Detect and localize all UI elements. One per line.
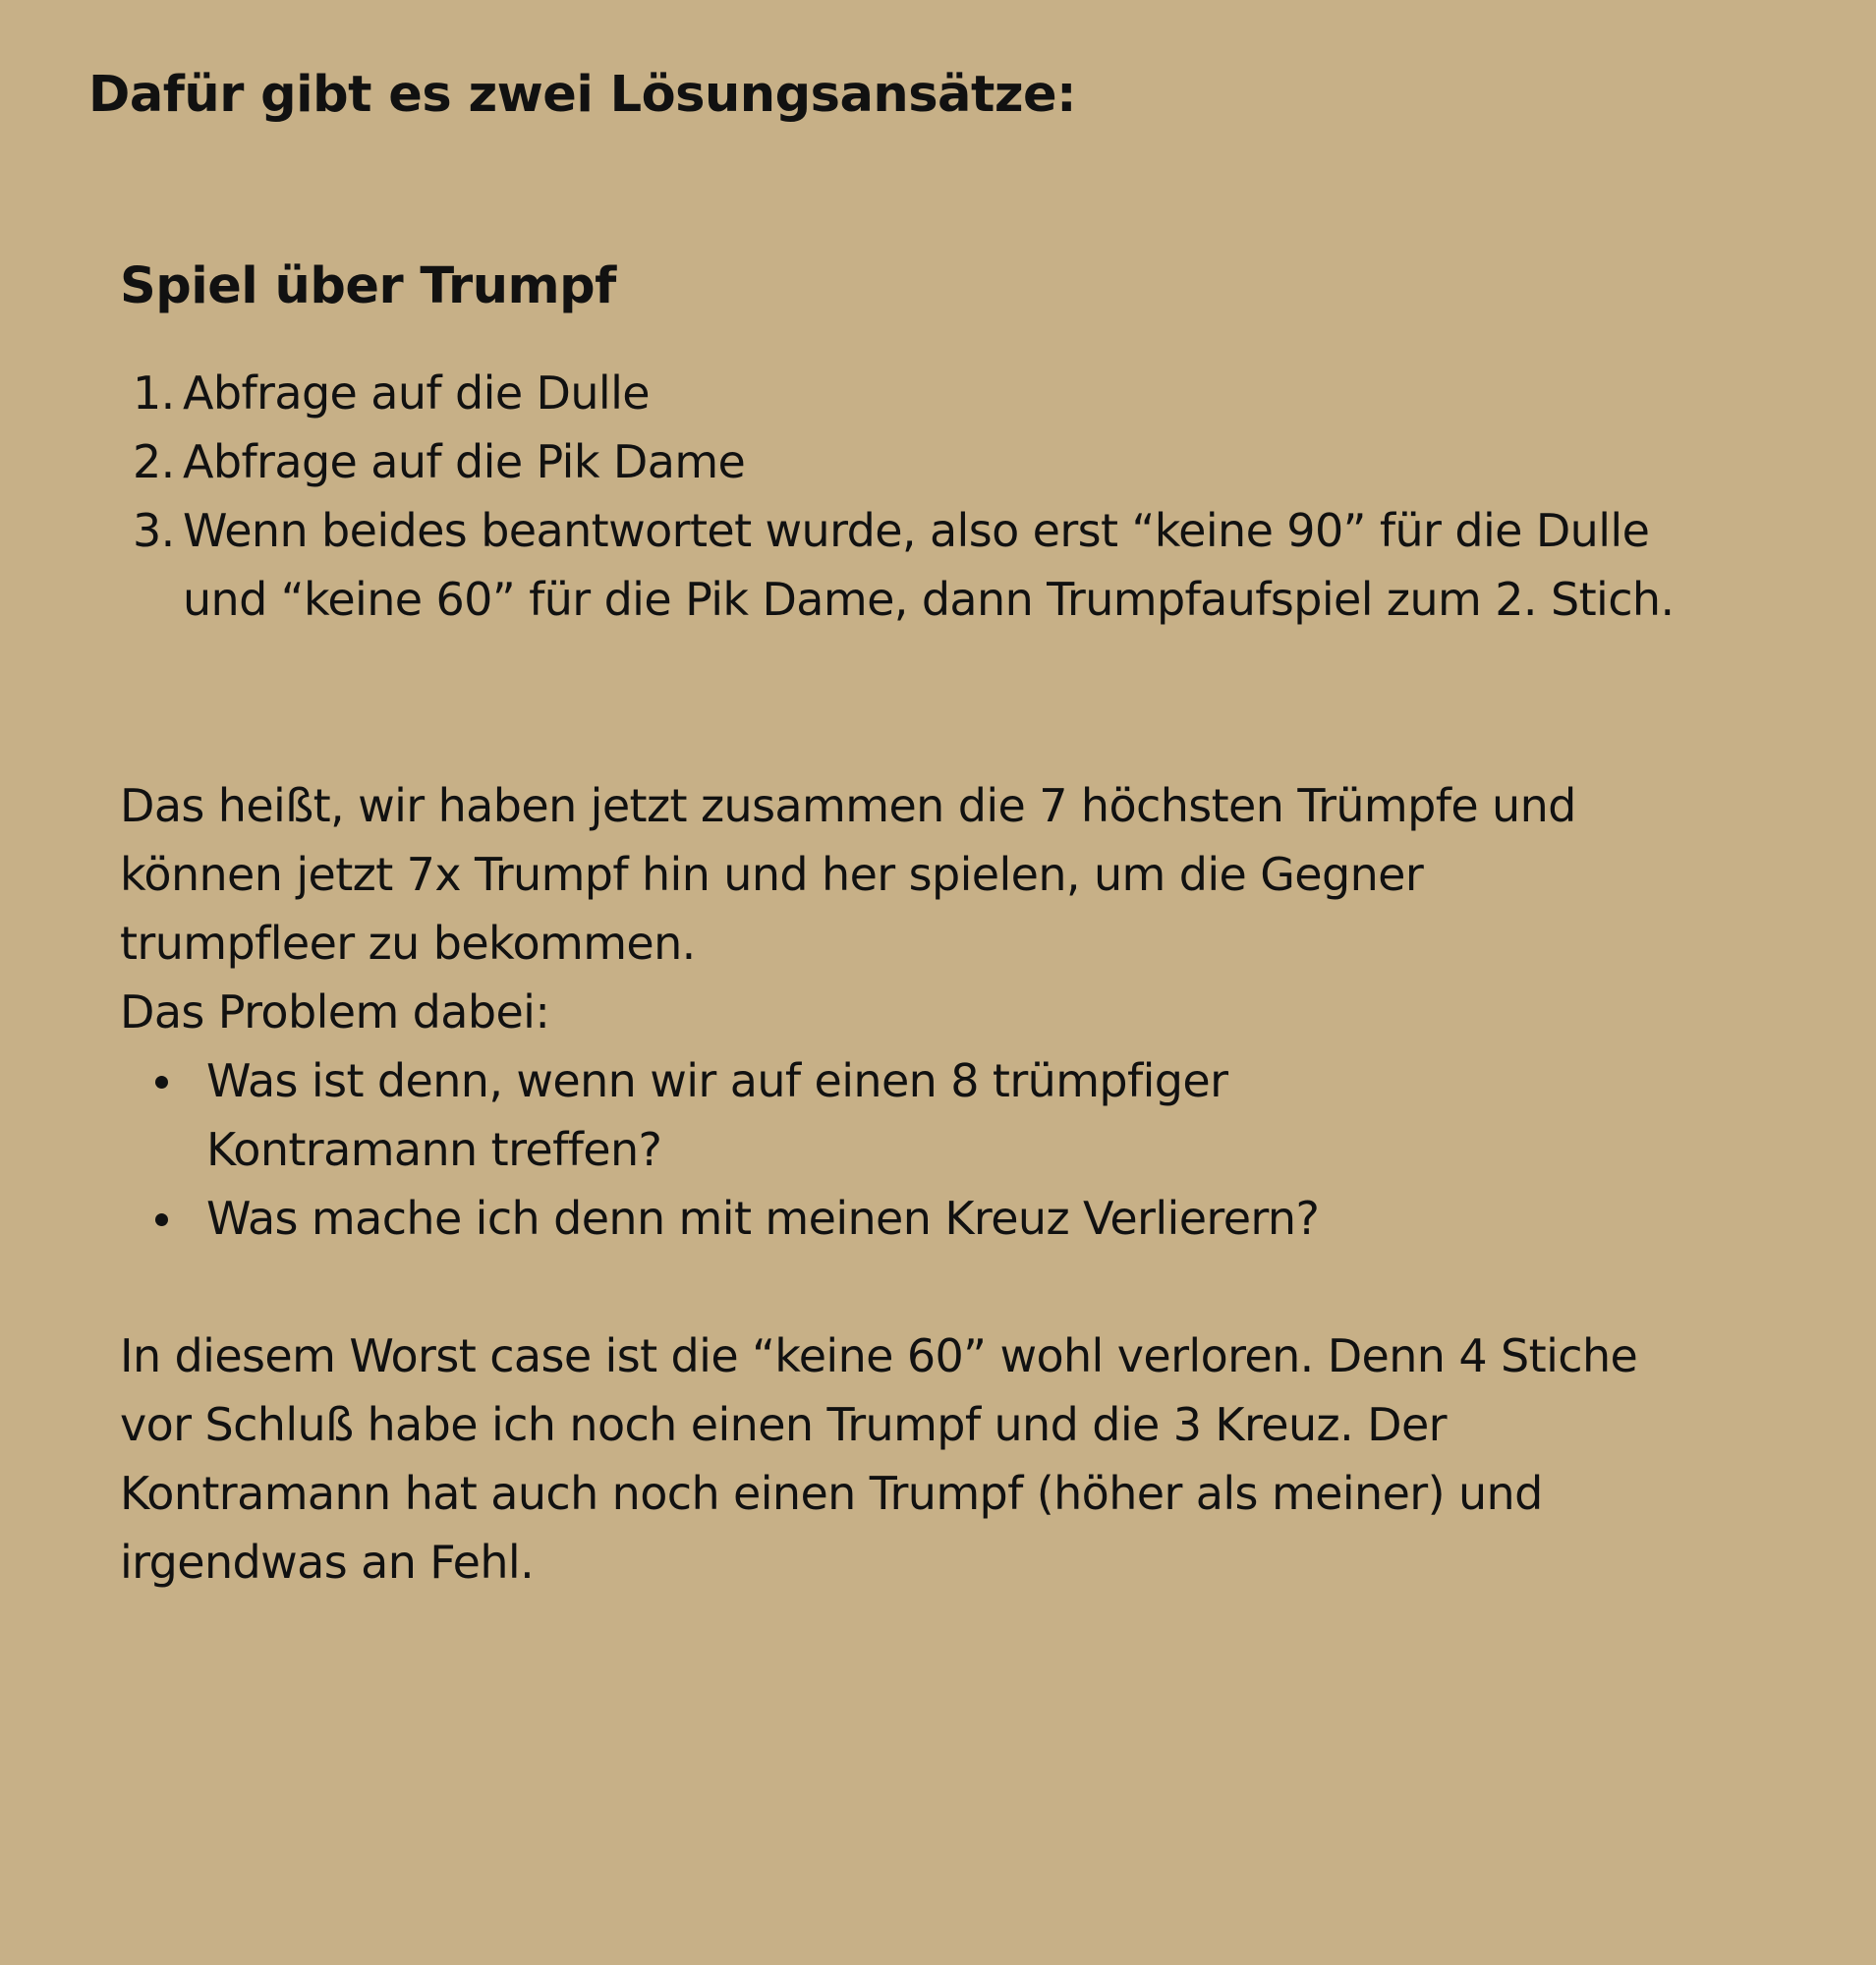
list-item xyxy=(120,1184,1680,1253)
list-item-text: Abfrage auf die Dulle xyxy=(183,366,650,420)
worst-case-paragraph: In diesem Worst case ist die “keine 60” wohl verloren. Denn 4 Stiche vor Schluß habe ich noch einen Trumpf und die 3 Kreuz. Der Kontramann hat auch noch einen Trumpf (höher als meiner) und irgendwas an Fehl. xyxy=(120,1329,1638,1589)
list-item-number: 2. xyxy=(133,435,175,488)
list-item-number: 3. xyxy=(133,504,175,557)
list-item xyxy=(120,427,1441,496)
problem-label: Das Problem dabei: xyxy=(120,985,550,1039)
list-item xyxy=(120,1046,1425,1184)
list-item-text: Abfrage auf die Pik Dame xyxy=(183,435,746,488)
list-item-text: Was mache ich denn mit meinen Kreuz Verlierern? xyxy=(206,1192,1320,1245)
list-item xyxy=(120,496,1716,634)
bullet-list xyxy=(120,1046,1692,1253)
numbered-steps-list xyxy=(120,359,1692,634)
bullet-dot-icon xyxy=(155,1213,168,1226)
bullet-dot-icon xyxy=(155,1076,168,1089)
explanation-paragraph: Das heißt, wir haben jetzt zusammen die 7 höchsten Trümpfe und können jetzt 7x Trumpf hin und her spielen, um die Gegner trumpfleer zu bekommen. xyxy=(120,779,1576,970)
list-item-number: 1. xyxy=(133,366,175,420)
list-item xyxy=(120,359,1441,427)
list-item-text: Wenn beides beantwortet wurde, also erst “keine 90” für die Dulle und “keine 60” für die Pik Dame, dann Trumpfaufspiel zum 2. Stich. xyxy=(183,504,1675,626)
list-item-text: Was ist denn, wenn wir auf einen 8 trümpfiger Kontramann treffen? xyxy=(206,1054,1228,1176)
section-title: Spiel über Trumpf xyxy=(120,257,616,315)
page-heading: Dafür gibt es zwei Lösungsansätze: xyxy=(88,66,1077,124)
